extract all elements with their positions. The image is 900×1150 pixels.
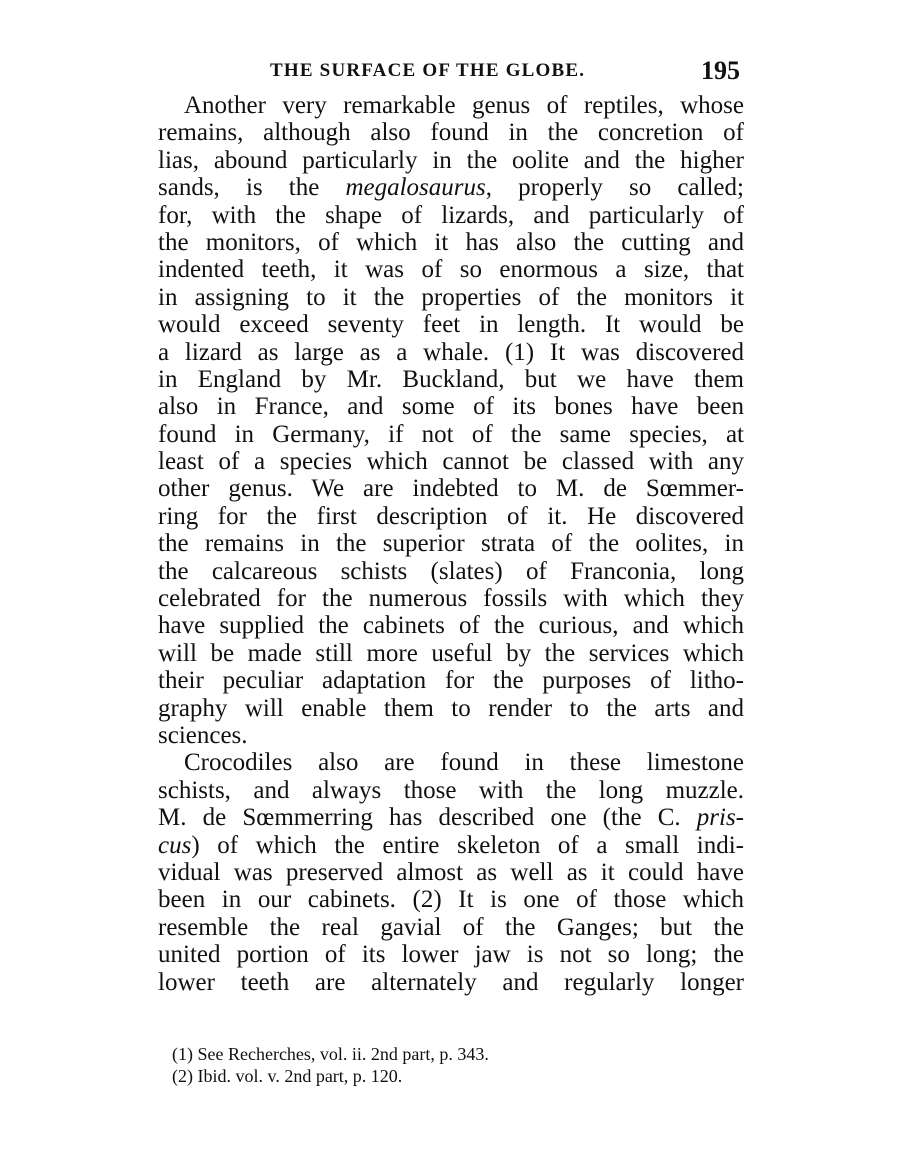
text-line: remains, although also found in the concretion of: [158, 119, 744, 147]
page-number: 195: [701, 56, 740, 85]
text-line: been in our cabinets. (2) It is one of those which: [158, 886, 744, 914]
text-line: resemble the real gavial of the Ganges; but the: [158, 913, 744, 941]
text-line: for, with the shape of lizards, and particularly of: [158, 201, 744, 229]
text-line: schists, and always those with the long muzzle.: [158, 776, 744, 804]
text-line: the calcareous schists (slates) of Franconia, long: [158, 557, 744, 585]
text-run: ) of which the entire skeleton of a small indi-: [191, 831, 744, 859]
text-line: [158, 804, 744, 831]
body-text: [158, 92, 744, 996]
paragraph-1: [158, 92, 744, 749]
text-line: also in France, and some of its bones have been: [158, 393, 744, 421]
text-line: would exceed seventy feet in length. It would be: [158, 311, 744, 339]
text-line: Another very remarkable genus of reptiles, whose: [184, 92, 744, 119]
text-line: will be made still more useful by the services which: [158, 639, 744, 667]
text-line: united portion of its lower jaw is not so long; the: [158, 941, 744, 969]
text-line: their peculiar adaptation for the purposes of litho-: [158, 667, 744, 695]
text-line: in England by Mr. Buckland, but we have them: [158, 365, 744, 393]
text-line: Crocodiles also are found in these limestone: [184, 749, 744, 777]
running-head: [270, 58, 740, 88]
text-line: other genus. We are indebted to M. de Sœmmer-: [158, 475, 744, 503]
text-line: a lizard as large as a whale. (1) It was discovered: [158, 338, 744, 366]
footnote-1: (1) See Recherches, vol. ii. 2nd part, p. 343.: [172, 1044, 489, 1064]
text-line: [158, 832, 744, 859]
italic-term: cus: [158, 831, 192, 859]
text-line: the monitors, of which it has also the cutting and: [158, 228, 744, 256]
text-line: lower teeth are alternately and regularly longer: [158, 968, 744, 996]
italic-term: megalosaurus: [345, 174, 486, 202]
text-line: least of a species which cannot be classed with any: [158, 448, 744, 476]
text-line: lias, abound particularly in the oolite and the higher: [158, 146, 744, 174]
text-line: ring for the first description of it. He discovered: [158, 502, 744, 530]
text-line: in assigning to it the properties of the monitors it: [158, 283, 744, 311]
text-line: found in Germany, if not of the same species, at: [158, 420, 744, 448]
text-line: vidual was preserved almost as well as it could have: [158, 858, 744, 886]
text-line: sciences.: [158, 721, 248, 749]
text-line: [158, 174, 744, 201]
text-line: indented teeth, it was of so enormous a size, that: [158, 256, 744, 284]
text-run: , properly so called;: [485, 174, 744, 202]
text-line: have supplied the cabinets of the curious, and which: [158, 612, 744, 640]
text-run: M. de Sœmmerring has described one (the C.: [158, 804, 697, 832]
text-line: celebrated for the numerous fossils with which they: [158, 585, 744, 613]
running-head-title: THE SURFACE OF THE GLOBE.: [270, 60, 586, 81]
text-line: the remains in the superior strata of the oolites, in: [158, 530, 744, 558]
footnotes: [172, 1043, 692, 1087]
text-line: graphy will enable them to render to the arts and: [158, 694, 744, 722]
paragraph-2: [158, 749, 744, 996]
footnote-2: (2) Ibid. vol. v. 2nd part, p. 120.: [172, 1066, 403, 1086]
text-run: sands, is the: [158, 174, 346, 202]
italic-term: pris-: [696, 804, 744, 832]
